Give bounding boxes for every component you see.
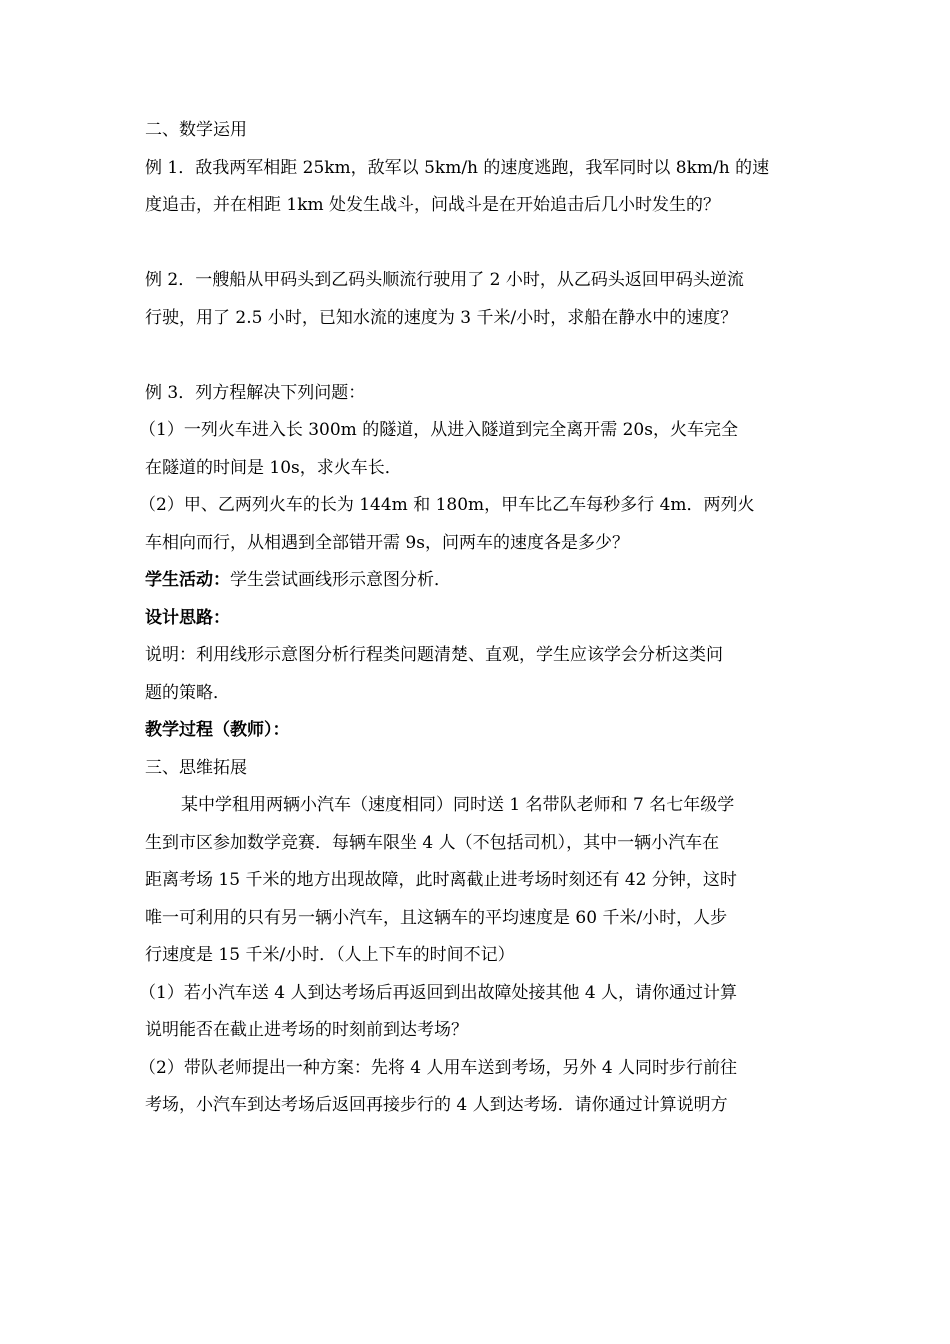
section-3-paragraph-line-5: 行速度是 15 千米/小时．（人上下车的时间不记） <box>145 945 515 965</box>
section-3-question-2-line-2: 考场，小汽车到达考场后返回再接步行的 4 人到达考场．请你通过计算说明方 <box>145 1095 728 1115</box>
example-3-question-2-line-2: 车相向而行，从相遇到全部错开需 9s，问两车的速度各是多少？ <box>145 532 629 553</box>
design-label: 设计思路： <box>145 607 230 628</box>
example-3-question-1-line-1: （1）一列火车进入长 300m 的隧道，从进入隧道到完全离开需 20s，火车完全 <box>139 420 738 440</box>
example-3-intro: 例 3．列方程解决下列问题： <box>145 382 366 403</box>
section-3-question-2-line-1: （2）带队老师提出一种方案：先将 4 人用车送到考场，另外 4 人同时步行前往 <box>139 1057 738 1078</box>
example-3-question-2-line-1: （2）甲、乙两列火车的长为 144m 和 180m，甲车比乙车每秒多行 4m．两列火 <box>139 495 755 515</box>
student-activity <box>145 562 811 600</box>
section-3-paragraph-line-4: 唯一可利用的只有另一辆小汽车，且这辆车的平均速度是 60 千米/小时，人步 <box>145 907 728 928</box>
section-3-paragraph-line-1: 某中学租用两辆小汽车（速度相同）同时送 1 名带队老师和 7 名七年级学 <box>181 795 735 815</box>
design-note-line-2: 题的策略． <box>145 682 230 703</box>
example-2-line-1: 例 2．一艘船从甲码头到乙码头顺流行驶用了 2 小时，从乙码头返回甲码头逆流 <box>145 270 744 290</box>
student-activity-text: 学生尝试画线形示意图分析． <box>230 570 451 590</box>
section-3-question-1-line-2: 说明能否在截止进考场的时刻前到达考场？ <box>145 1020 468 1040</box>
blank-line <box>145 337 811 375</box>
section-3-paragraph-line-2: 生到市区参加数学竞赛．每辆车限坐 4 人（不包括司机），其中一辆小汽车在 <box>145 832 720 853</box>
example-3-question-1-line-2: 在隧道的时间是 10s，求火车长． <box>145 457 402 478</box>
section-3-paragraph-line-3: 距离考场 15 千米的地方出现故障，此时离截止进考场时刻还有 42 分钟，这时 <box>145 870 737 890</box>
section-2-heading: 二、数学运用 <box>145 120 247 140</box>
design-note-line-1: 说明：利用线形示意图分析行程类问题清楚、直观，学生应该学会分析这类问 <box>145 645 723 665</box>
teaching-process-label: 教学过程（教师）： <box>145 720 290 740</box>
example-2-line-2: 行驶，用了 2.5 小时，已知水流的速度为 3 千米/小时，求船在静水中的速度？ <box>145 307 738 328</box>
section-3-heading: 三、思维拓展 <box>145 757 247 778</box>
example-1-line-2: 度追击，并在相距 1km 处发生战斗，问战斗是在开始追击后几小时发生的？ <box>145 195 721 215</box>
section-3-question-1-line-1: （1）若小汽车送 4 人到达考场后再返回到出故障处接其他 4 人，请你通过计算 <box>139 982 738 1003</box>
blank-line <box>145 225 811 263</box>
document-page <box>139 112 811 1125</box>
example-1-line-1: 例 1．敌我两军相距 25km，敌军以 5km/h 的速度逃跑，我军同时以 8km/h 的速 <box>145 157 770 178</box>
student-activity-label: 学生活动： <box>145 570 230 590</box>
